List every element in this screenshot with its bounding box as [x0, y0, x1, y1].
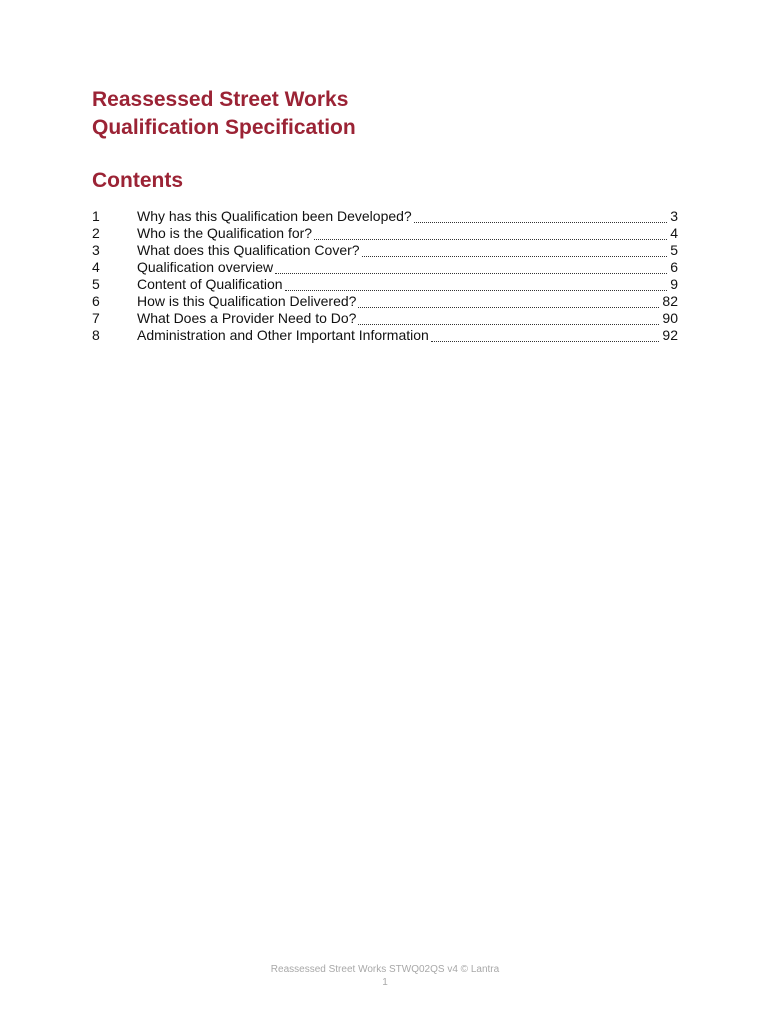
document-title-line-1: Reassessed Street Works	[92, 88, 349, 111]
document-title	[92, 86, 356, 142]
toc-entry-title: Content of Qualification	[137, 276, 283, 292]
toc-entry-title: Who is the Qualification for?	[137, 225, 313, 241]
toc-entry-page: 9	[670, 276, 678, 292]
toc-entry[interactable]	[92, 208, 678, 225]
toc-entry-title: Why has this Qualification been Developed?	[137, 208, 412, 224]
toc-dot-leader	[314, 228, 667, 240]
toc-dot-leader	[358, 296, 659, 308]
toc-entry-title: What Does a Provider Need to Do?	[137, 310, 357, 326]
document-title-line-2: Qualification Specification	[92, 116, 356, 139]
toc-entry-page: 90	[662, 310, 678, 326]
toc-entry-title: How is this Qualification Delivered?	[137, 293, 357, 309]
toc-entry-page: 3	[670, 208, 678, 224]
toc-entry-page: 6	[670, 259, 678, 275]
toc-entry-title: Qualification overview	[137, 259, 274, 275]
footer-text: Reassessed Street Works STWQ02QS v4 © Lantra	[270, 964, 500, 975]
toc-entry-number: 3	[92, 242, 100, 258]
table-of-contents	[92, 208, 678, 344]
toc-entry-title: Administration and Other Important Information	[137, 327, 429, 343]
toc-entry-page: 82	[662, 293, 678, 309]
toc-entry[interactable]	[92, 242, 678, 259]
toc-entry[interactable]	[92, 293, 678, 310]
page-footer	[0, 963, 770, 989]
toc-entry[interactable]	[92, 327, 678, 344]
toc-entry-number: 8	[92, 327, 100, 343]
page-number: 1	[382, 977, 388, 988]
toc-dot-leader	[362, 245, 668, 257]
toc-entry-page: 92	[662, 327, 678, 343]
toc-entry-page: 5	[670, 242, 678, 258]
toc-entry-number: 1	[92, 208, 100, 224]
toc-dot-leader	[431, 330, 660, 342]
toc-entry[interactable]	[92, 259, 678, 276]
toc-entry-number: 4	[92, 259, 100, 275]
toc-entry[interactable]	[92, 276, 678, 293]
toc-entry[interactable]	[92, 225, 678, 242]
toc-entry-number: 7	[92, 310, 100, 326]
toc-entry-number: 5	[92, 276, 100, 292]
toc-dot-leader	[414, 211, 667, 223]
contents-heading: Contents	[92, 169, 183, 192]
toc-dot-leader	[358, 313, 659, 325]
toc-dot-leader	[285, 279, 668, 291]
toc-entry-title: What does this Qualification Cover?	[137, 242, 360, 258]
toc-entry-page: 4	[670, 225, 678, 241]
toc-entry[interactable]	[92, 310, 678, 327]
toc-entry-number: 2	[92, 225, 100, 241]
toc-dot-leader	[275, 262, 667, 274]
toc-entry-number: 6	[92, 293, 100, 309]
